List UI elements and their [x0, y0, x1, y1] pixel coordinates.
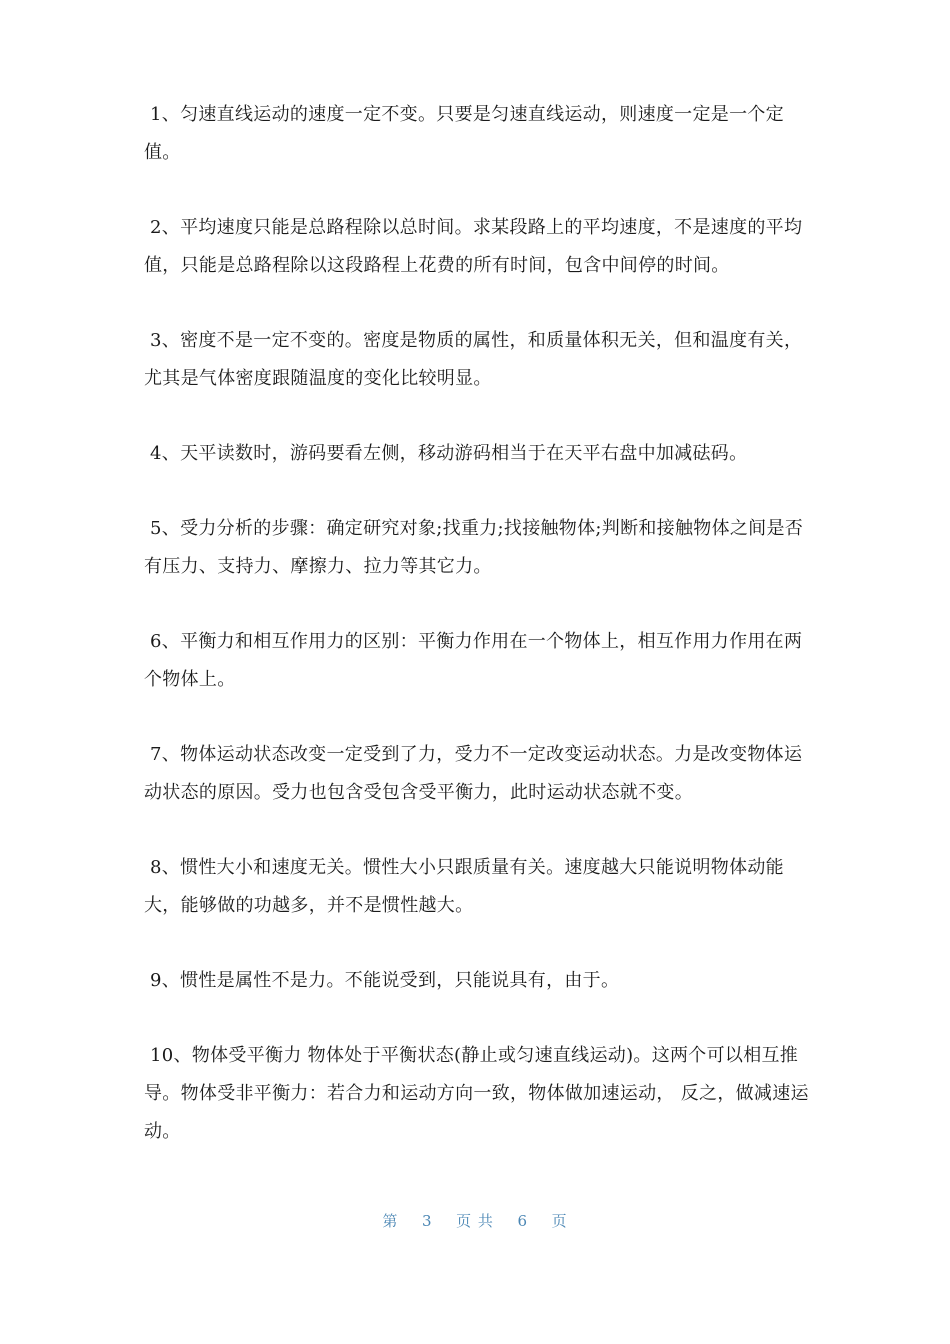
- paragraph-1: 1、匀速直线运动的速度一定不变。只要是匀速直线运动，则速度一定是一个定值。: [144, 104, 784, 163]
- paragraph-7: 7、物体运动状态改变一定受到了力，受力不一定改变运动状态。力是改变物体运动状态的原因。受力也包含受包含受平衡力，此时运动状态就不变。: [144, 744, 803, 803]
- paragraph-9: 9、惯性是属性不是力。不能说受到，只能说具有，由于。: [144, 970, 620, 991]
- footer-total-pages: 6: [517, 1212, 528, 1230]
- page-footer: [0, 1210, 950, 1231]
- paragraph-6: 6、平衡力和相互作用力的区别：平衡力作用在一个物体上，相互作用力作用在两个物体上。: [144, 631, 803, 690]
- paragraph-4: 4、天平读数时，游码要看左侧，移动游码相当于在天平右盘中加减砝码。: [144, 443, 748, 464]
- paragraph-2: 2、平均速度只能是总路程除以总时间。求某段路上的平均速度，不是速度的平均值，只能是总路程除以这段路程上花费的所有时间，包含中间停的时间。: [144, 217, 803, 276]
- paragraph-10: 10、物体受平衡力 物体处于平衡状态(静止或匀速直线运动)。这两个可以相互推导。物体受非平衡力：若合力和运动方向一致，物体做加速运动， 反之，做减速运动。: [144, 1045, 809, 1142]
- footer-middle: 页 共: [456, 1212, 494, 1230]
- paragraph-8: 8、惯性大小和速度无关。惯性大小只跟质量有关。速度越大只能说明物体动能大，能够做的功越多，并不是惯性越大。: [144, 857, 784, 916]
- footer-current-page: 3: [422, 1212, 433, 1230]
- footer-prefix: 第: [382, 1212, 399, 1230]
- paragraph-5: 5、受力分析的步骤：确定研究对象;找重力;找接触物体;判断和接触物体之间是否有压力、支持力、摩擦力、拉力等其它力。: [144, 518, 804, 577]
- document-body: [144, 96, 810, 1188]
- paragraph-3: 3、密度不是一定不变的。密度是物质的属性，和质量体积无关，但和温度有关，尤其是气体密度跟随温度的变化比较明显。: [144, 330, 803, 389]
- footer-suffix: 页: [551, 1212, 568, 1230]
